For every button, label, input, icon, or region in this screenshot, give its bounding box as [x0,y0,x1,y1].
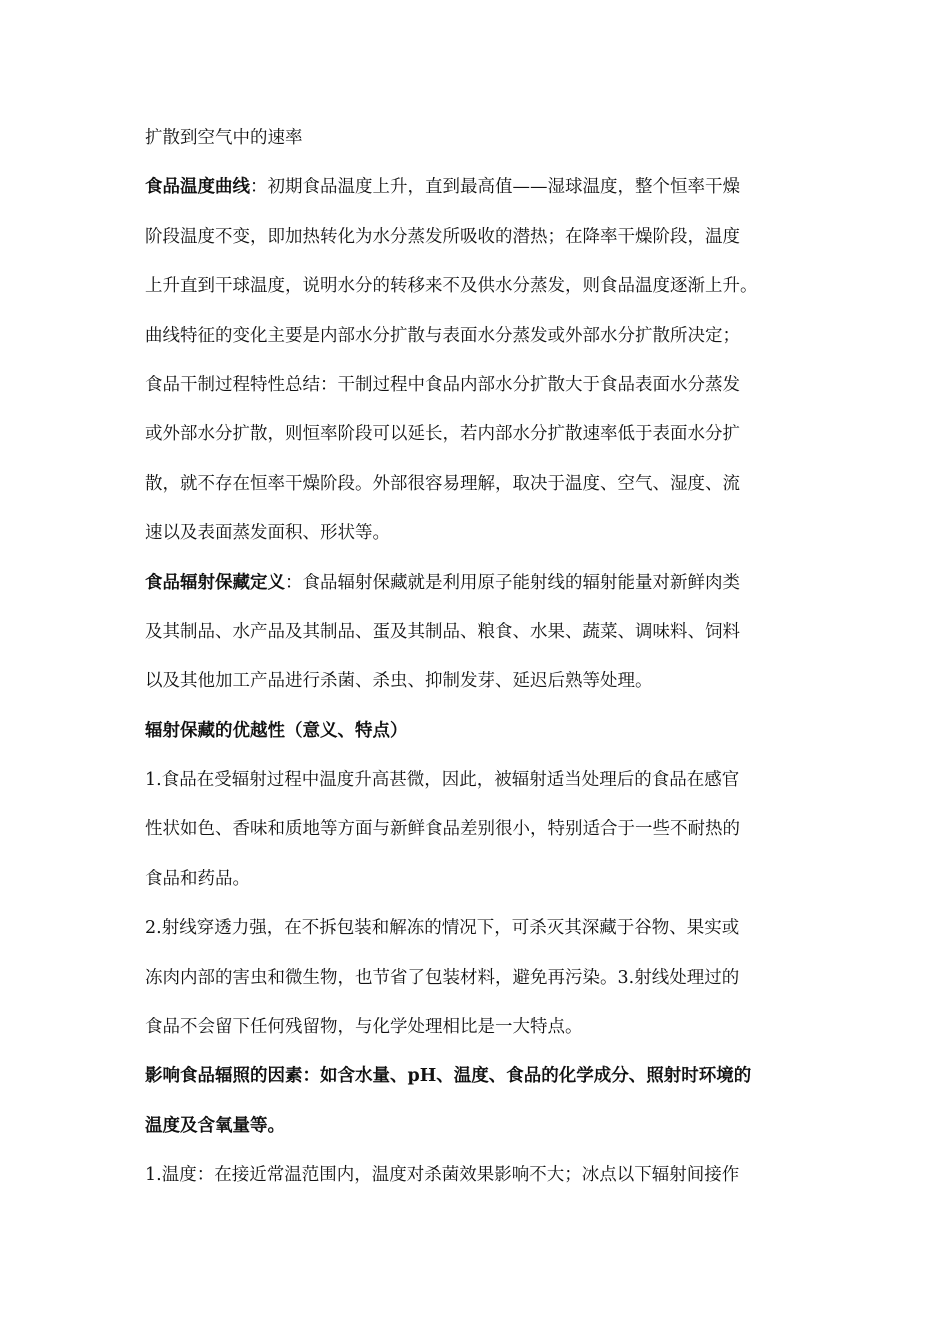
text-line [145,663,815,712]
text-line [145,713,815,762]
text-line [145,120,815,169]
text-line [145,910,815,959]
text-segment: 及其制品、水产品及其制品、蛋及其制品、粮食、水果、蔬菜、调味料、饲料 [145,621,740,642]
text-segment: 或外部水分扩散，则恒率阶段可以延长，若内部水分扩散速率低于表面水分扩 [145,424,740,445]
text-line [145,268,815,317]
text-segment: 食品和药品。 [145,868,250,889]
text-segment: 速以及表面蒸发面积、形状等。 [145,523,390,544]
text-segment: 1.食品在受辐射过程中温度升高甚微，因此，被辐射适当处理后的食品在感官 [145,770,740,791]
text-line [145,1108,815,1157]
text-line [145,515,815,564]
bold-text-segment: 辐射保藏的优越性（意义、特点） [145,720,408,741]
text-line [145,960,815,1009]
bold-text-segment: 温度及含氧量等。 [145,1115,285,1136]
text-segment: 扩散到空气中的速率 [145,128,303,148]
text-line [145,811,815,860]
bold-text-segment: 食品辐射保藏定义 [145,572,285,593]
bold-text-segment: 影响食品辐照的因素：如含水量、pH、温度、食品的化学成分、照射时环境的 [145,1066,752,1087]
text-line [145,565,815,614]
text-segment: 以及其他加工产品进行杀菌、杀虫、抑制发芽、延迟后熟等处理。 [145,671,653,692]
text-line [145,169,815,218]
text-line [145,1058,815,1107]
text-segment: 1.温度：在接近常温范围内，温度对杀菌效果影响不大；冰点以下辐射间接作 [145,1165,740,1186]
text-line [145,466,815,515]
document-body [145,120,815,1207]
text-line [145,219,815,268]
text-segment: 阶段温度不变，即加热转化为水分蒸发所吸收的潜热；在降率干燥阶段，温度 [145,226,740,247]
text-segment: 上升直到干球温度，说明水分的转移来不及供水分蒸发，则食品温度逐渐上升。 [145,276,758,297]
text-line [145,861,815,910]
text-line [145,614,815,663]
text-segment: 性状如色、香味和质地等方面与新鲜食品差别很小，特别适合于一些不耐热的 [145,819,740,840]
text-segment: 食品干制过程特性总结：干制过程中食品内部水分扩散大于食品表面水分蒸发 [145,374,740,395]
text-line [145,416,815,465]
text-segment: 2.射线穿透力强，在不拆包装和解冻的情况下，可杀灭其深藏于谷物、果实或 [145,918,740,939]
text-line [145,1009,815,1058]
text-segment: 食品不会留下任何残留物，与化学处理相比是一大特点。 [145,1017,583,1038]
bold-text-segment: 食品温度曲线 [145,177,250,198]
text-segment: ：食品辐射保藏就是利用原子能射线的辐射能量对新鲜肉类 [285,572,740,593]
text-segment: ：初期食品温度上升，直到最高值——湿球温度，整个恒率干燥 [250,177,740,198]
text-segment: 曲线特征的变化主要是内部水分扩散与表面水分蒸发或外部水分扩散所决定； [145,325,740,346]
text-segment: 散，就不存在恒率干燥阶段。外部很容易理解，取决于温度、空气、湿度、流 [145,473,740,494]
text-line [145,318,815,367]
text-segment: 冻肉内部的害虫和微生物，也节省了包装材料，避免再污染。3.射线处理过的 [145,967,740,988]
text-line [145,1157,815,1206]
text-line [145,762,815,811]
text-line [145,367,815,416]
